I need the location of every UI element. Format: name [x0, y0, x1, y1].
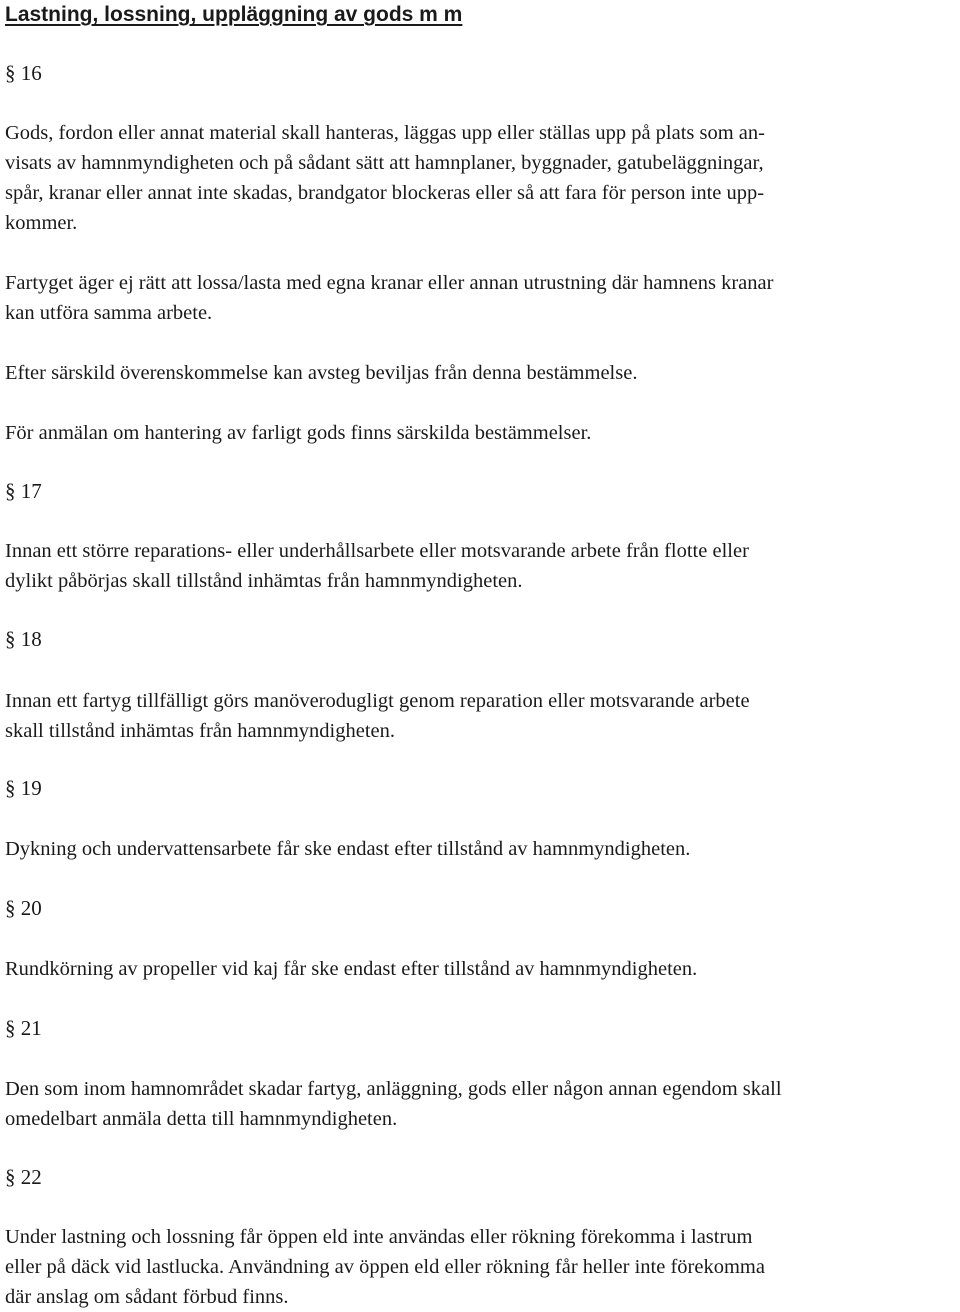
section-number: § 21	[5, 1016, 42, 1040]
paragraph	[5, 418, 957, 448]
paragraph	[5, 1222, 957, 1312]
paragraph	[5, 954, 957, 984]
paragraph-line: kan utföra samma arbete.	[5, 302, 213, 324]
paragraph-line: spår, kranar eller annat inte skadas, brandgator blockeras eller så att fara för person inte upp-	[5, 182, 765, 204]
paragraph-line: skall tillstånd inhämtas från hamnmyndigheten.	[5, 720, 395, 742]
paragraph	[5, 358, 957, 388]
paragraph-line: där anslag om sådant förbud finns.	[5, 1286, 289, 1308]
paragraph-line: dylikt påbörjas skall tillstånd inhämtas från hamnmyndigheten.	[5, 570, 523, 592]
paragraph-line: Under lastning och lossning får öppen eld inte användas eller rökning förekomma i lastrum	[5, 1226, 753, 1248]
paragraph-line: Innan ett större reparations- eller underhållsarbete eller motsvarande arbete från flotte eller	[5, 540, 749, 562]
paragraph-line: eller på däck vid lastlucka. Användning av öppen eld eller rökning får heller inte förekomma	[5, 1256, 765, 1278]
paragraph	[5, 834, 957, 864]
section-number: § 18	[5, 627, 42, 651]
section-number: § 22	[5, 1165, 42, 1189]
section-number: § 20	[5, 896, 42, 920]
section-number: § 17	[5, 479, 42, 503]
paragraph	[5, 536, 957, 596]
paragraph-line: Rundkörning av propeller vid kaj får ske endast efter tillstånd av hamnmyndigheten.	[5, 958, 698, 980]
paragraph-line: Gods, fordon eller annat material skall hanteras, läggas upp eller ställas upp på plats som an-	[5, 122, 765, 144]
paragraph-line: Den som inom hamnområdet skadar fartyg, anläggning, gods eller någon annan egendom skall	[5, 1078, 782, 1100]
paragraph-line: visats av hamnmyndigheten och på sådant sätt att hamnplaner, byggnader, gatubeläggningar,	[5, 152, 764, 174]
document-title: Lastning, lossning, uppläggning av gods m m	[5, 3, 463, 26]
paragraph-line: Dykning och undervattensarbete får ske endast efter tillstånd av hamnmyndigheten.	[5, 838, 691, 860]
paragraph-line: För anmälan om hantering av farligt gods finns särskilda bestämmelser.	[5, 422, 592, 444]
paragraph	[5, 686, 957, 746]
paragraph	[5, 118, 957, 238]
paragraph-line: Fartyget äger ej rätt att lossa/lasta med egna kranar eller annan utrustning där hamnens kranar	[5, 272, 774, 294]
paragraph-line: kommer.	[5, 212, 78, 234]
paragraph	[5, 1074, 957, 1134]
section-number: § 19	[5, 776, 42, 800]
paragraph-line: Efter särskild överenskommelse kan avsteg beviljas från denna bestämmelse.	[5, 362, 638, 384]
paragraph-line: omedelbart anmäla detta till hamnmyndigheten.	[5, 1108, 398, 1130]
section-number: § 16	[5, 61, 42, 85]
paragraph	[5, 268, 957, 328]
paragraph-line: Innan ett fartyg tillfälligt görs manöverodugligt genom reparation eller motsvarande arbete	[5, 690, 750, 712]
